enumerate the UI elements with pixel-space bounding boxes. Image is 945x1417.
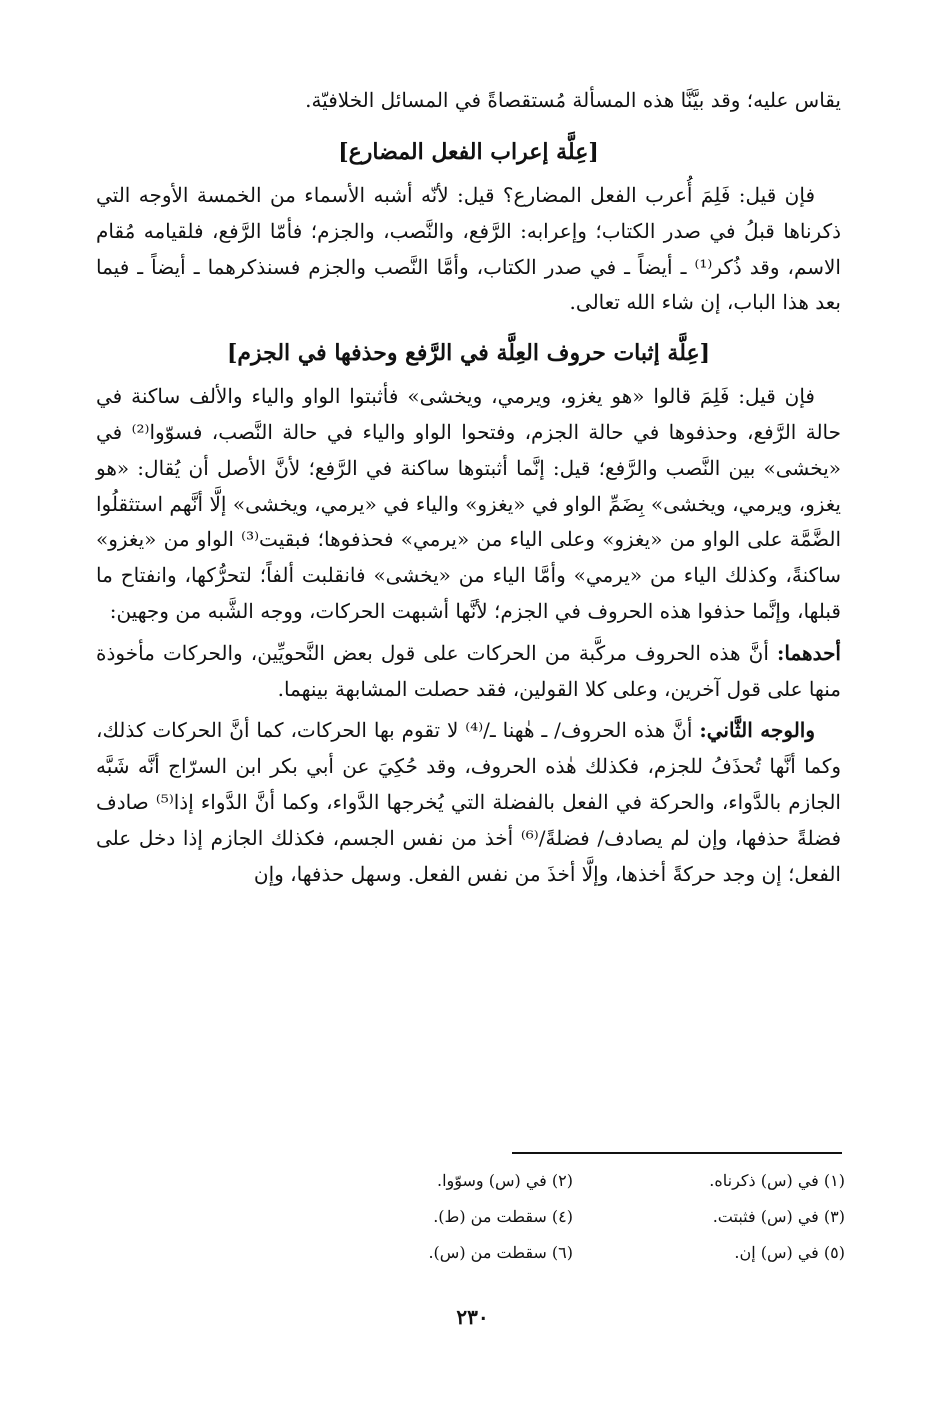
footnote-divider bbox=[512, 1152, 842, 1154]
intro-line: يقاس عليه؛ وقد بيَّنَّا هذه المسألة مُستقصاةً في المسائل الخلافيّة. bbox=[305, 88, 841, 112]
footnotes bbox=[300, 1165, 845, 1269]
page-number: ٢٣٠ bbox=[456, 1305, 489, 1329]
footnote-4: (٤) سقطت من (ط). bbox=[433, 1207, 573, 1226]
footnote-3: (٣) في (س) فثبتت. bbox=[712, 1207, 845, 1226]
point-2-text: أنَّ هذه الحروف/ ـ هٰهنا ـ/⁽⁴⁾ لا تقوم بها الحركات، كما أنَّ الحركات كذلك، وكما أنَّها تُحذَفُ للجزم، فكذلك هٰذه الحروف، وقد حُكِيَ عن أبي بكر ابن السرّاج أنَّه شَبَّه الجازم بالدَّواء، والحركة في الفعل بالفضلة التي يُخرجها الدَّواء، وكما أنَّ الدَّواء إذا⁽⁵⁾ صادف فضلةً حذفها، وإن لم يصادف/ فضلةً/⁽⁶⁾ أخذ من نفس الجسم، فكذلك الجازم إذا دخل على الفعل؛ إن وجد حركةً أخذها، وإلَّا أخذَ من نفس الفعل. وسهل حذفها، وإن bbox=[96, 718, 842, 886]
footnote-6: (٦) سقطت من (س). bbox=[428, 1243, 573, 1262]
section-heading-1: [عِلَّة إعراب الفعل المضارع] bbox=[338, 139, 599, 165]
footnote-2: (٢) في (س) وسوّوا. bbox=[437, 1171, 573, 1190]
point-1-text: أنَّ هذه الحروف مركَّبة من الحركات على قول بعض النَّحويِّين، والحركات مأخوذة منها على قول آخرين، وعلى كلا القولين، فقد حصلت المشابهة بينهما. bbox=[96, 640, 841, 701]
section-2-paragraph-1: فإن قيل: فَلِمَ قالوا «هو يغزو، ويرمي، ويخشى» فأثبتوا الواو والياء والألف ساكنة في حالة الرَّفع، وحذفوها في حالة الجزم، وفتحوا الواو والياء في حالة النَّصب، فسوّوا⁽²⁾ في «يخشى» بين النَّصب والرَّفع؛ قيل: إنَّما أثبتوها ساكنة في الرَّفع؛ لأنَّ الأصل أن يُقال: «هو يغزو، ويرمي، ويخشى» بِضَمِّ الواو في «يغزو» والياء في «يرمي، ويخشى» إلَّا أنَّهم استثقلُوا الضَّمَّة على الواو من «يغزو» وعلى الياء من «يرمي» فحذفوها؛ فبقيت⁽³⁾ الواو من «يغزو» ساكنةً، وكذلك الياء من «يرمي» وأمَّا الياء من «يخشى» فانقلبت ألفاً؛ لتحرُّكها، وانفتاح ما قبلها، وإنَّما حذفوا هذه الحروف في الجزم؛ لأنَّها أشبهت الحركات، ووجه الشَّبه من وجهين: bbox=[96, 384, 842, 623]
section-1-paragraph: فإن قيل: فَلِمَ أُعرب الفعل المضارع؟ قيل: لأنّه أشبه الأسماء من الخمسة الأوجه التي ذكرناها قبلُ في صدر الكتاب؛ وإعرابه: الرَّفع، والنَّصب، والجزم؛ فأمّا الرَّفع، فلقيامه مُقام الاسم، وقد ذُكر⁽¹⁾ ـ أيضاً ـ في صدر الكتاب، وأمَّا النَّصب والجزم فسنذكرهما ـ أيضاً ـ فيما بعد هذا الباب، إن شاء الله تعالى. bbox=[96, 183, 841, 315]
footnote-5: (٥) في (س) إن. bbox=[734, 1243, 845, 1262]
section-heading-2: [عِلَّة إثبات حروف العِلَّة في الرَّفع وحذفها في الجزم] bbox=[226, 340, 711, 367]
point-2-paragraph bbox=[96, 713, 841, 892]
point-2-label: والوجه الثَّاني: bbox=[699, 718, 816, 743]
point-1-label: أحدهما: bbox=[776, 640, 841, 665]
point-1-paragraph bbox=[96, 636, 841, 708]
footnote-1: (١) في (س) ذكرناه. bbox=[709, 1171, 845, 1190]
page-body bbox=[96, 80, 841, 892]
